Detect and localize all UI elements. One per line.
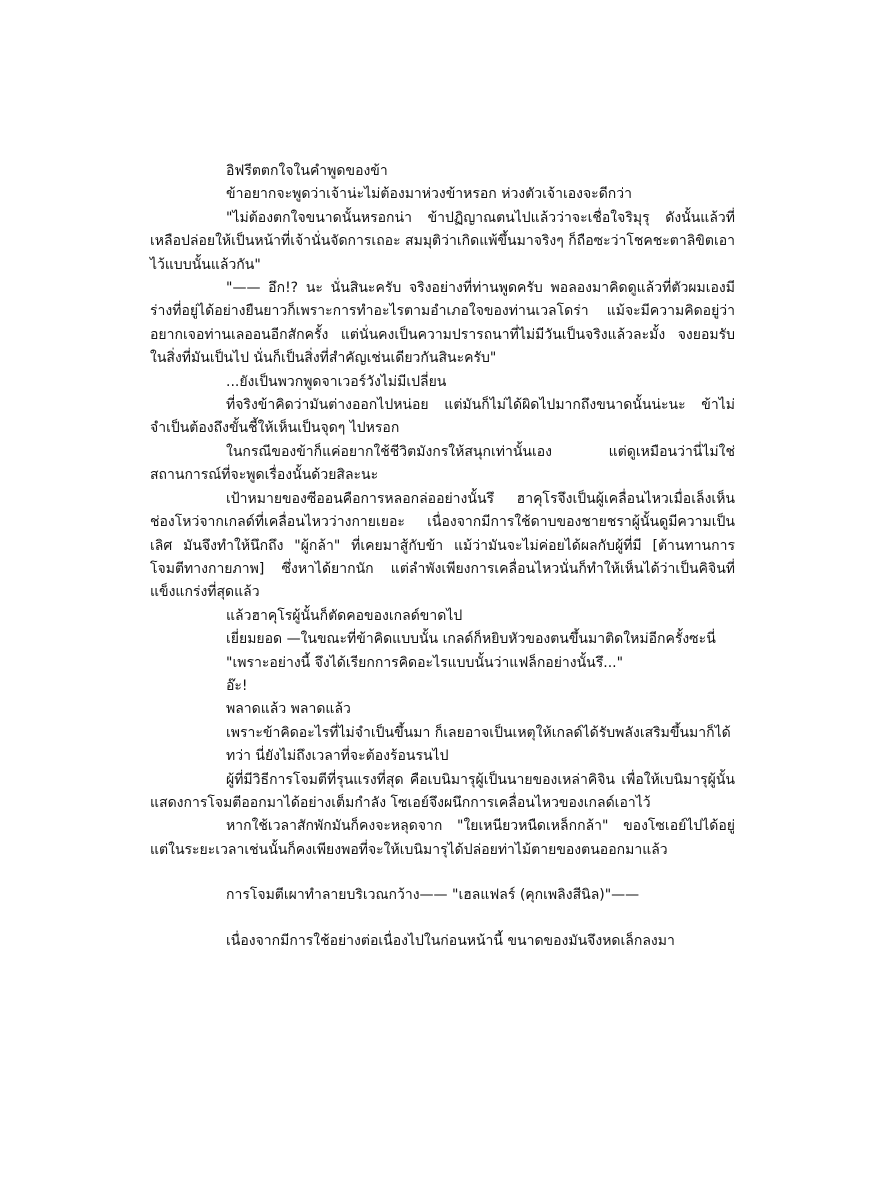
- paragraph: ผู้ที่มีวิธีการโจมตีที่รุนแรงที่สุด คือเบนิมารุผู้เป็นนายของเหล่าคิจิน เพื่อให้เบนิมารุผู้นั้นแสดงการโจมตีออกมาได้อย่างเต็มกำลัง โซเอย์จึงผนึกการเคลื่อนไหวของเกลด์เอาไว้: [150, 771, 735, 811]
- paragraph: "เพราะอย่างนี้ จึงได้เรียกการคิดอะไรแบบนั้นว่าแฟล็กอย่างนั้นรึ...": [226, 654, 624, 671]
- paragraph: ที่จริงข้าคิดว่ามันต่างออกไปหน่อย แต่มันก็ไม่ได้ผิดไปมากถึงขนาดนั้นน่ะนะ ข้าไม่จำเป็นต้องถึงขั้นชี้ให้เห็นเป็นจุดๆ ไปหรอก: [150, 397, 735, 437]
- paragraph: "ไม่ต้องตกใจขนาดนั้นหรอกน่า ข้าปฏิญาณตนไปแล้วว่าจะเชื่อใจริมุรุ ดังนั้นแล้วที่เหลือปล่อยให้เป็นหน้าที่เจ้านั่นจัดการเถอะ สมมุติว่าเกิดแพ้ขึ้นมาจริงๆ ก็ถือซะว่าโชคชะตาลิขิตเอาไว้แบบนั้นแล้วกัน": [150, 209, 735, 273]
- paragraph: เยี่ยมยอด —ในขณะที่ข้าคิดแบบนั้น เกลด์ก็หยิบหัวของตนขึ้นมาติดใหม่อีกครั้งซะนี่: [226, 631, 716, 648]
- paragraph: เป้าหมายของซีออนคือการหลอกล่ออย่างนั้นรึ ฮาคุโรจึงเป็นผู้เคลื่อนไหวเมื่อเล็งเห็นช่องโหว่จากเกลด์ที่เคลื่อนไหวว่างกายเยอะ เนื่องจากมีการใช้ดาบของชายชราผู้นั้นดูมีความเป็นเลิศ มันจึงทำให้นึกถึง "ผู้กล้า" ที่เคยมาสู้กับข้า แม้ว่ามันจะไม่ค่อยได้ผลกับผู้ที่มี [ต้านทานการโจมตีทางกายภาพ] ซึ่งหาได้ยากนัก แต่ลำพังเพียงการเคลื่อนไหวนั่นก็ทำให้เห็นได้ว่าเป็นคิจินที่แข็งแกร่งที่สุดแล้ว: [150, 490, 735, 601]
- paragraph: การโจมตีเผาทำลายบริเวณกว้าง—— "เฮลแฟลร์ (คุกเพลิงสีนิล)"——: [226, 887, 640, 904]
- paragraph: อ๊ะ!: [226, 677, 248, 694]
- paragraph: แล้วฮาคุโรผู้นั้นก็ตัดคอของเกลด์ขาดไป: [226, 607, 463, 624]
- paragraph: ...ยังเป็นพวกพูดจาเวอร์วังไม่มีเปลี่ยน: [226, 373, 447, 390]
- paragraph: เพราะข้าคิดอะไรที่ไม่จำเป็นขึ้นมา ก็เลยอาจเป็นเหตุให้เกลด์ได้รับพลังเสริมขึ้นมาก็ได้: [226, 724, 731, 741]
- paragraph: ในกรณีของข้าก็แค่อยากใช้ชีวิตมังกรให้สนุกเท่านั้นเอง แต่ดูเหมือนว่านี่ไม่ใช่สถานการณ์ที่จะพูดเรื่องนั้นด้วยสิละนะ: [150, 443, 735, 484]
- body-text: [150, 160, 735, 953]
- paragraph: หากใช้เวลาสักพักมันก็คงจะหลุดจาก "ใยเหนียวหนืดเหล็กกล้า" ของโซเอย์ไปได้อยู่ แต่ในระยะเวลาเช่นนั้นก็คงเพียงพอที่จะให้เบนิมารุได้ปล่อยท่าไม้ตายของตนออกมาแล้ว: [150, 818, 735, 858]
- paragraph: "—— อึก!? นะ นั่นสินะครับ จริงอย่างที่ท่านพูดครับ พอลองมาคิดดูแล้วที่ตัวผมเองมีร่างที่อยู่ได้อย่างยืนยาวก็เพราะการทำอะไรตามอำเภอใจของท่านเวลโดร่า แม้จะมีความคิดอยู่ว่าอยากเจอท่านเลออนอีกสักครั้ง แต่นั่นคงเป็นความปรารถนาที่ไม่มีวันเป็นจริงแล้วละมั้ง จงยอมรับในสิ่งที่มันเป็นไป นั่นก็เป็นสิ่งที่สำคัญเช่นเดียวกันสินะครับ": [150, 280, 735, 367]
- paragraph: ข้าอยากจะพูดว่าเจ้าน่ะไม่ต้องมาห่วงข้าหรอก ห่วงตัวเจ้าเองจะดีกว่า: [226, 186, 632, 203]
- paragraph: เนื่องจากมีการใช้อย่างต่อเนื่องไปในก่อนหน้านี้ ขนาดของมันจึงหดเล็กลงมา: [226, 932, 675, 949]
- paragraph: อิฟรีตตกใจในคำพูดของข้า: [226, 163, 388, 179]
- paragraph: พลาดแล้ว พลาดแล้ว: [226, 701, 351, 718]
- paragraph: ทว่า นี่ยังไม่ถึงเวลาที่จะต้องร้อนรนไป: [226, 748, 449, 765]
